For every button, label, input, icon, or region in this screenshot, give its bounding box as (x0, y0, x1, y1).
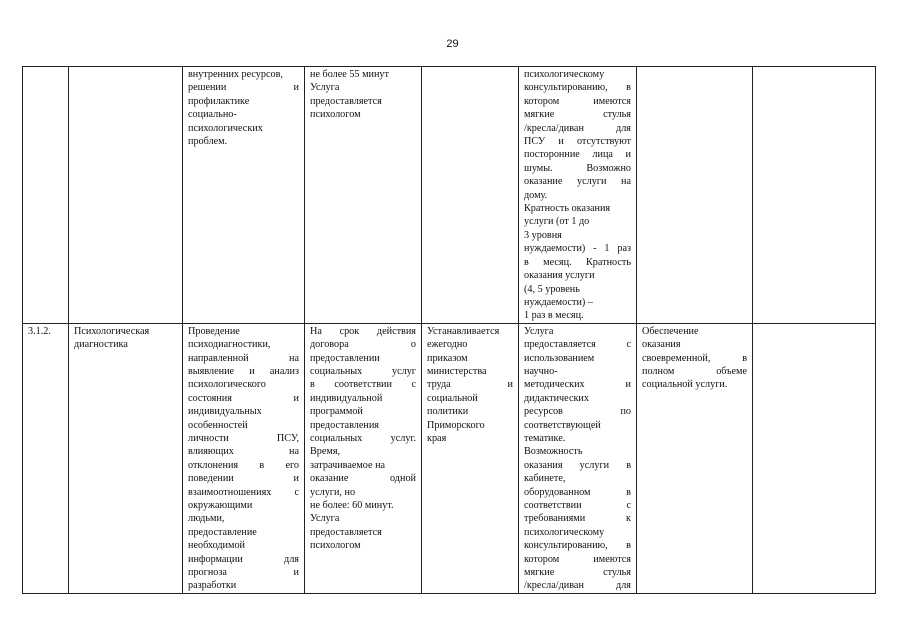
cell-number (23, 323, 69, 593)
cell-text-line: консультированию, в (524, 540, 631, 552)
cell-text-line: Проведение (188, 325, 240, 337)
cell-text-line: приказом (427, 352, 468, 364)
cell-text-line: мягкие стулья (524, 567, 631, 579)
cell-text-line: прогноза и (188, 567, 299, 579)
cell-text-line: проблем. (188, 136, 228, 148)
cell-text-line: Услуга (310, 82, 340, 94)
cell-text-line: разработки (188, 580, 237, 592)
cell-service-cost (422, 323, 519, 593)
cell-text-line: внутренних ресурсов, (188, 69, 283, 80)
cell-text-line: решении и (188, 82, 299, 94)
cell-text-line: в месяц. Кратность (524, 256, 631, 268)
table-row (23, 323, 876, 593)
cell-text-line: в соответствии с (310, 379, 416, 391)
cell-text-line: не более: 60 минут. (310, 500, 394, 511)
cell-text-line: шумы. Возможно (524, 162, 631, 174)
cell-service-content (183, 323, 305, 593)
cell-text-line: соответствии с (524, 500, 631, 511)
cell-text-line: оказания (642, 339, 681, 351)
cell-text-line: труда и (427, 379, 513, 391)
cell-text-line: министерства (427, 365, 487, 377)
cell-text-line: оказания услуги в (524, 459, 631, 471)
cell-text-line: социальной (427, 392, 478, 404)
cell-text-line: предоставлении (310, 352, 380, 364)
cell-quality-indicators (637, 323, 753, 593)
cell-text-line: (4, 5 уровень (524, 283, 580, 295)
cell-text-line: Устанавливается (427, 325, 500, 337)
cell-text-line: мягкие стулья (524, 109, 631, 121)
cell-text-line: полном объеме (642, 365, 747, 377)
cell-text-line: консультированию, в (524, 82, 631, 94)
cell-service-name (69, 67, 183, 324)
cell-text-line: оказание одной (310, 473, 416, 485)
cell-text-line: предоставления (310, 419, 379, 431)
cell-service-conditions (519, 323, 637, 593)
cell-text-line: требованиями к (524, 513, 631, 525)
cell-text-line: программой (310, 406, 363, 418)
cell-text-line: психологом (310, 540, 361, 552)
cell-evaluation (753, 67, 876, 324)
cell-text-line: тематике. (524, 432, 566, 444)
cell-number (23, 67, 69, 324)
cell-text-line: взаимоотношениях с (188, 486, 299, 498)
cell-text-line: Психологическая (74, 325, 150, 337)
cell-text-line: затрачиваемое на (310, 459, 386, 471)
cell-service-conditions (519, 67, 637, 324)
cell-text-line: выявление и анализ (188, 365, 299, 377)
cell-text-line: научно- (524, 365, 558, 377)
services-table (22, 66, 876, 594)
cell-text-line: услуги (от 1 до (524, 216, 590, 228)
cell-text-line: людьми, (188, 513, 225, 525)
cell-text-line: информации для (188, 553, 299, 565)
cell-text-line: Кратность оказания (524, 203, 611, 215)
cell-text-line: психологическому (524, 69, 605, 80)
cell-text-line: влияющих на (188, 446, 299, 458)
cell-quality-indicators (637, 67, 753, 324)
cell-text-line: необходимой (188, 540, 245, 552)
cell-text-line: своевременной, в (642, 352, 747, 364)
cell-text-line: использованием (524, 352, 595, 364)
cell-service-term (305, 67, 422, 324)
cell-text-line: ресурсов по (524, 406, 631, 418)
cell-text-line: края (427, 432, 447, 444)
cell-text-line: Время, (310, 446, 341, 458)
page-number: 29 (446, 38, 459, 50)
cell-text-line: психодиагностики, (188, 339, 271, 351)
cell-text-line: дидактических (524, 392, 589, 404)
cell-text-line: особенностей (188, 419, 248, 431)
cell-service-term (305, 323, 422, 593)
cell-text-line: дому. (524, 189, 548, 201)
cell-text-line: социальных услуг. (310, 432, 416, 444)
cell-text-line: нуждаемости) - 1 раз (524, 243, 631, 255)
table-row (23, 67, 876, 324)
cell-text-line: методических и (524, 379, 631, 391)
cell-text-line: психологическому (524, 526, 605, 538)
cell-text-line: психологического (188, 379, 266, 391)
cell-text-line: политики (427, 406, 469, 418)
cell-text-line: диагностика (74, 339, 128, 351)
cell-text-line: социально- (188, 109, 237, 121)
cell-text-line: ежегодно (427, 339, 468, 351)
cell-text-line: предоставляется (310, 95, 382, 107)
cell-text-line: 3 уровня (524, 229, 562, 241)
cell-text-line: ПСУ и отсутствуют (524, 136, 631, 148)
cell-text-line: котором имеются (524, 553, 631, 565)
cell-text-line: предоставляется (310, 526, 382, 538)
cell-text-line: предоставление (188, 526, 257, 538)
cell-text-line: Услуга (310, 513, 340, 525)
cell-text-line: Услуга (524, 325, 554, 337)
cell-text-line: Возможность (524, 446, 583, 458)
cell-text-line: нуждаемости) – (524, 296, 593, 308)
cell-text-line: оказание услуги на (524, 176, 631, 188)
cell-text-line: оборудованном в (524, 486, 631, 498)
cell-text-line: котором имеются (524, 95, 631, 107)
cell-text-line: психологом (310, 109, 361, 121)
cell-text-line: услуги, но (310, 486, 356, 498)
cell-text-line: Приморского (427, 419, 485, 431)
cell-text-line: профилактике (188, 95, 250, 107)
cell-text-line: индивидуальной (310, 392, 383, 404)
cell-text-line: соответствующей (524, 419, 601, 431)
cell-text-line: /кресла/диван для (524, 580, 631, 592)
cell-text-line: социальных услуг (310, 365, 416, 377)
cell-text-line: окружающими (188, 500, 253, 511)
service-number: 3.1.2. (28, 325, 51, 337)
cell-text-line: не более 55 минут (310, 69, 389, 80)
cell-text-line: психологических (188, 122, 263, 134)
cell-text-line: посторонние лица и (524, 149, 631, 161)
cell-text-line: Обеспечение (642, 325, 699, 337)
cell-text-line: состояния и (188, 392, 299, 404)
cell-text-line: личности ПСУ, (188, 432, 299, 444)
cell-text-line: социальной услуги. (642, 379, 728, 391)
cell-text-line: предоставляется с (524, 339, 631, 351)
cell-text-line: направленной на (188, 352, 299, 364)
cell-service-content (183, 67, 305, 324)
cell-text-line: На срок действия (310, 325, 416, 337)
cell-text-line: поведении и (188, 473, 299, 485)
cell-service-cost (422, 67, 519, 324)
cell-evaluation (753, 323, 876, 593)
cell-text-line: оказания услуги (524, 270, 595, 282)
cell-text-line: договора о (310, 339, 416, 351)
cell-text-line: индивидуальных (188, 406, 262, 418)
cell-service-name (69, 323, 183, 593)
cell-text-line: кабинете, (524, 473, 566, 485)
cell-text-line: 1 раз в месяц. (524, 310, 584, 322)
cell-text-line: /кресла/диван для (524, 122, 631, 134)
cell-text-line: отклонения в его (188, 459, 299, 471)
